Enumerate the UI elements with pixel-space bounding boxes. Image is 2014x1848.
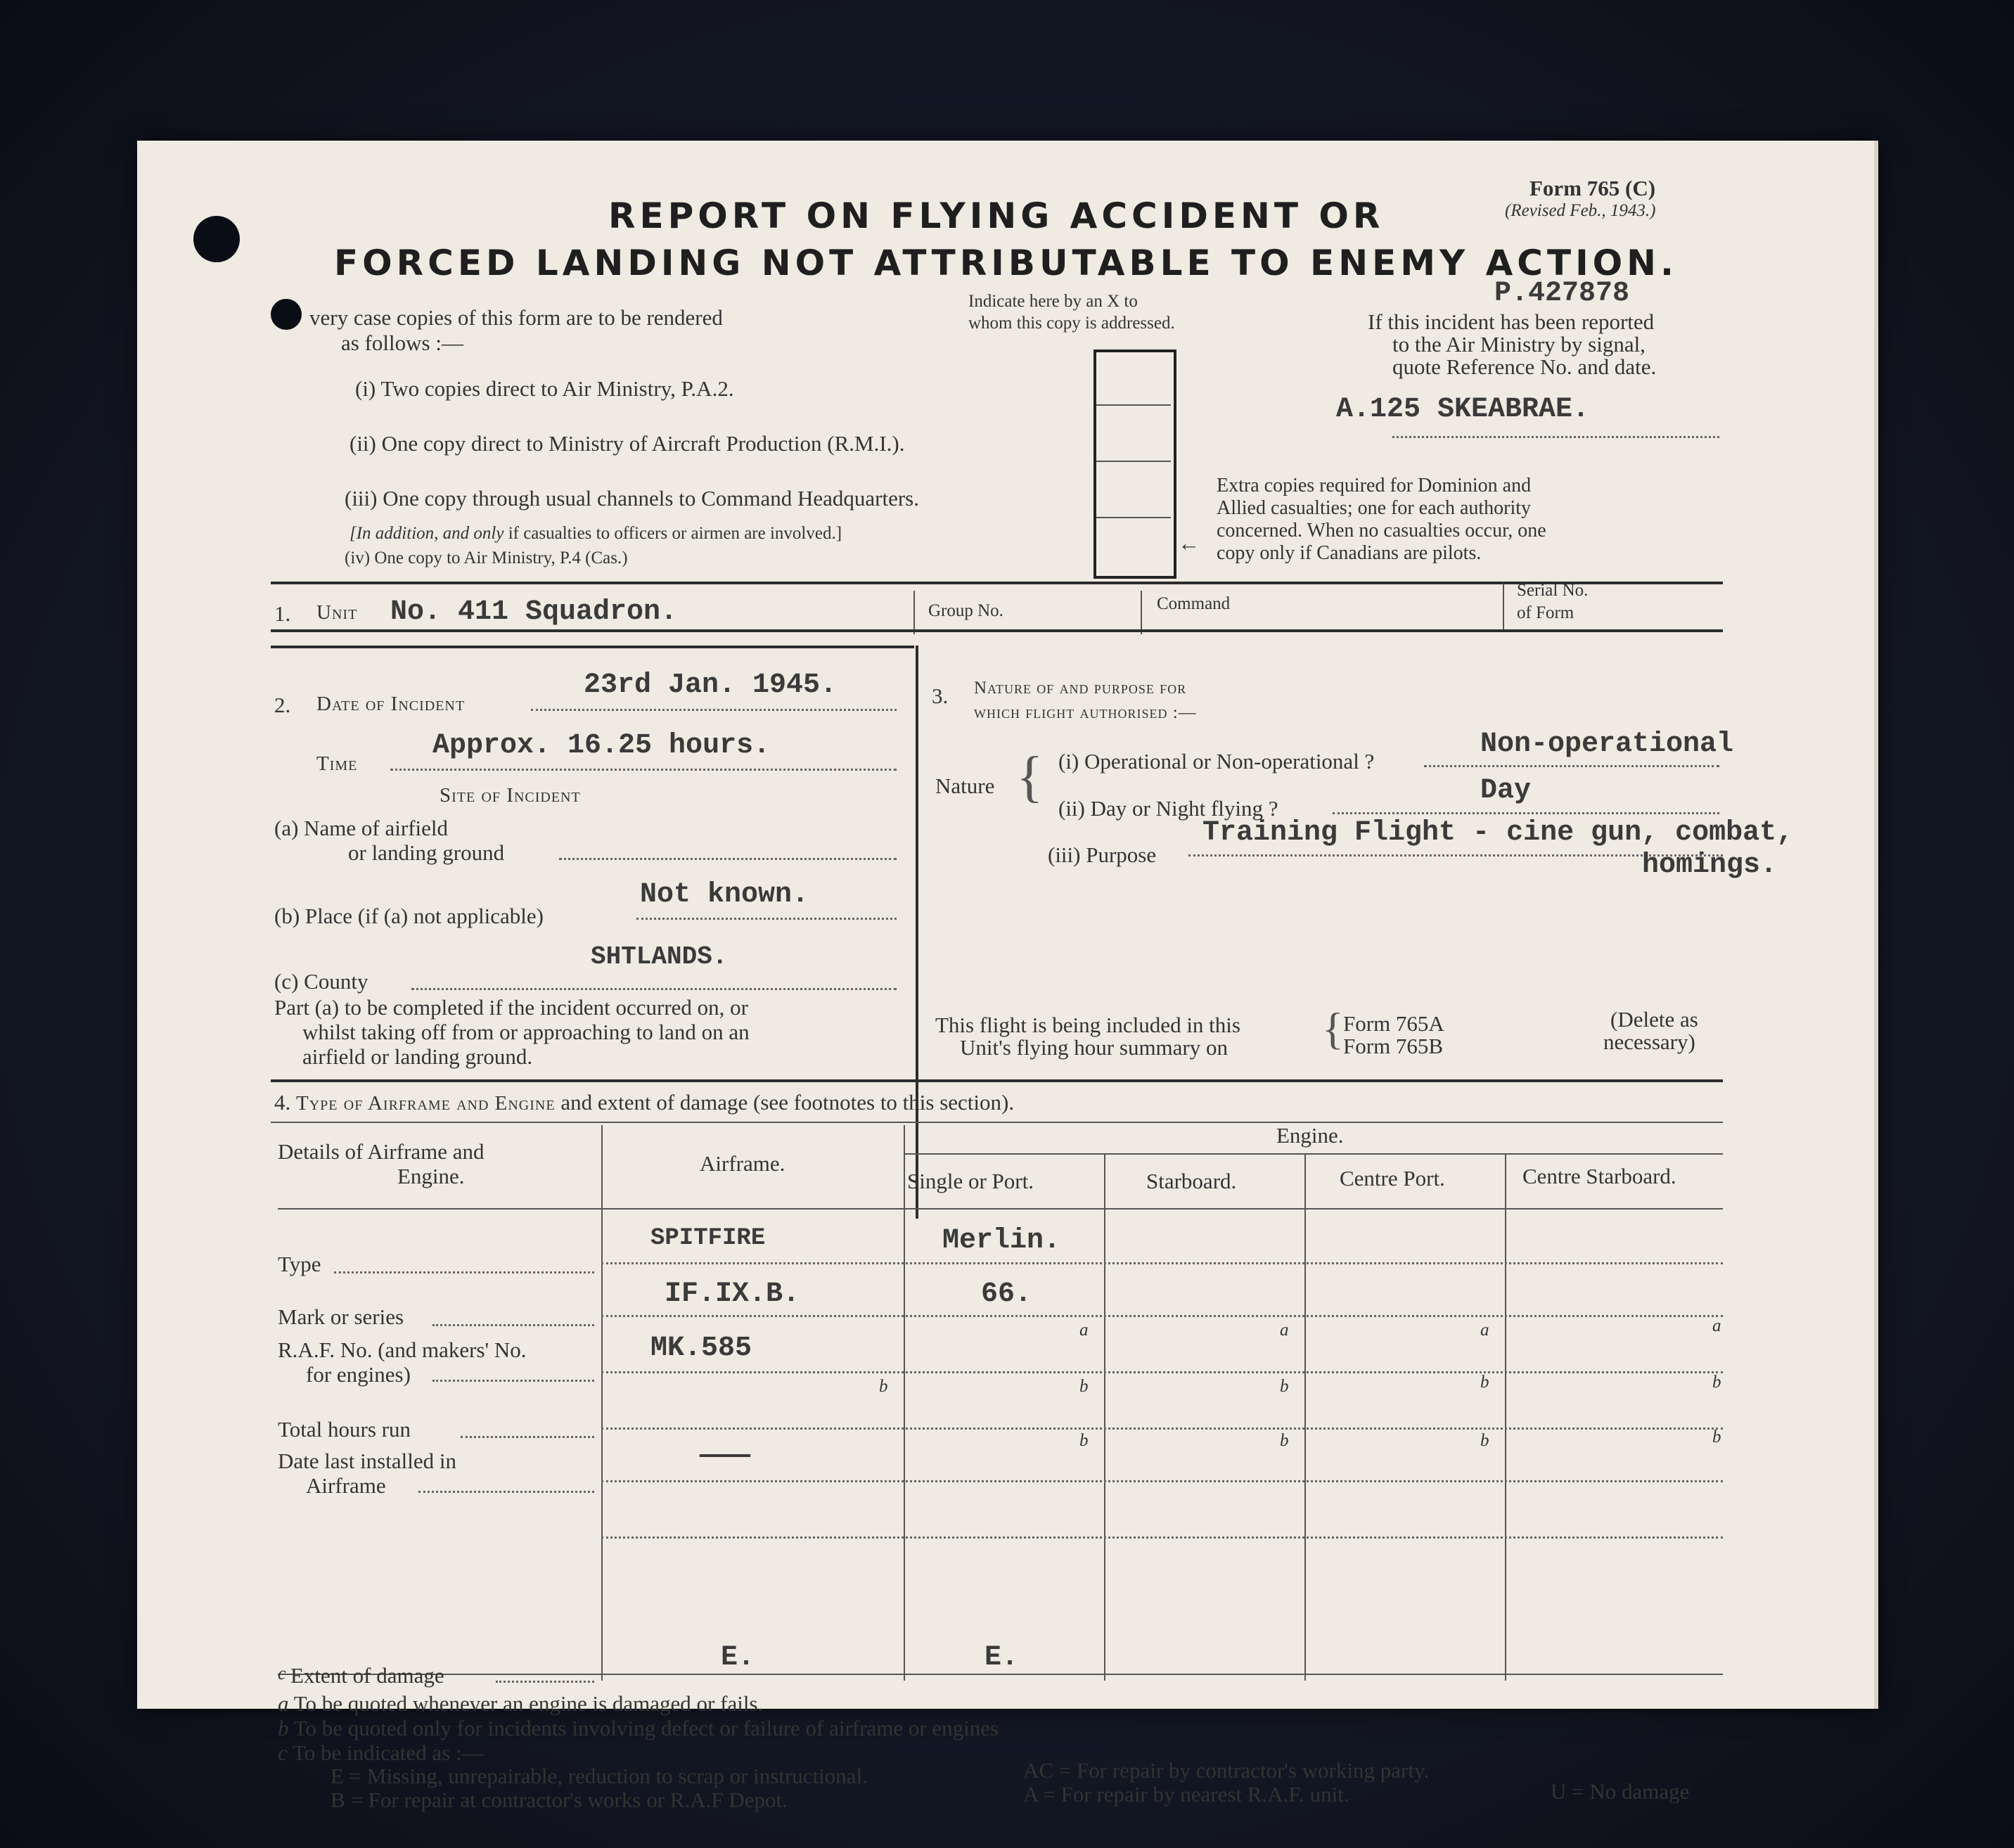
footnote-c-mark: c [278,1740,288,1765]
place-value: Not known. [640,879,809,911]
brace-icon: { [1016,746,1044,808]
delete-note-1: (Delete as [1610,1007,1698,1032]
col-centre-port: Centre Port. [1340,1166,1445,1191]
col-single: Single or Port. [907,1169,1034,1193]
indicate-note-2: whom this copy is addressed. [968,314,1175,333]
row-label-damage: Extent of damage [290,1663,444,1688]
footnote-a-def: A = For repair by nearest R.A.F. unit. [1023,1782,1349,1807]
torn-mark [271,299,302,330]
serial-label-1: Serial No. [1517,581,1589,600]
row-label-type: Type [278,1252,321,1276]
footnote-u: U = No damage [1551,1779,1690,1804]
signal-note-3: quote Reference No. and date. [1392,354,1657,379]
summary-form-a: Form 765A [1343,1011,1444,1036]
table-top-rule [271,1122,1723,1123]
distribution-item-ii: (ii) One copy direct to Ministry of Aircraft Production (R.M.I.). [349,431,905,456]
group-label: Group No. [928,601,1003,620]
addressee-boxes [1093,349,1176,579]
section-2-note-1: Part (a) to be completed if the incident occurred on, or [274,995,748,1020]
form-revised: (Revised Feb., 1943.) [1505,201,1656,220]
signal-note-1: If this incident has been reported [1368,309,1655,334]
table-bottom-rule [278,1674,1723,1675]
distribution-item-iii: (iii) One copy through usual channels to Command Headquarters. [345,486,919,511]
county-value: SHTLANDS. [591,942,728,971]
section-4-heading-rest: and extent of damage (see footnotes to this section). [560,1090,1015,1115]
reference-number: P.427878 [1494,278,1630,309]
date-line [531,709,897,711]
serial-label-2: of Form [1517,603,1574,622]
row-label-raf-1: R.A.F. No. (and makers' No. [278,1337,527,1362]
form-paper [137,141,1878,1812]
table-col-line-4 [1304,1153,1306,1681]
time-label: Time [316,752,358,775]
place-line [636,918,897,920]
form-number: Form 765 (C) [1529,176,1656,200]
section-4-top-rule [271,1079,1723,1082]
mark-a-centre-port: a [1480,1321,1489,1340]
section-2-note-3: airfield or landing ground. [302,1044,533,1069]
mark-a-starboard: a [1280,1321,1289,1340]
operational-line [1424,765,1719,767]
distribution-intro-1: very case copies of this form are to be rendered [309,305,723,330]
extra-note-1: Extra copies required for Dominion and [1217,475,1532,496]
section-2-number: 2. [274,693,291,717]
purpose-value-1: Training Flight - cine gun, combat, [1202,817,1794,849]
row-label-installed-2: Airframe [306,1473,386,1498]
section-1-top-rule [271,582,1723,584]
section-1-bottom-rule [271,629,1723,632]
date-label: Date of Incident [316,693,466,715]
row-label-mark: Mark or series [278,1304,404,1329]
day-night-line [1333,812,1719,814]
summary-note-2: Unit's flying hour summary on [960,1035,1229,1060]
mark-b-single: b [1079,1377,1089,1396]
engine-mark: 66. [981,1278,1032,1310]
place-label: (b) Place (if (a) not applicable) [274,904,544,928]
addition-note-italic: [In addition, and only [349,524,504,543]
footnote-a-mark: a [278,1691,289,1716]
punch-hole [193,216,240,262]
extra-note-4: copy only if Canadians are pilots. [1217,542,1482,564]
engine-type: Merlin. [942,1225,1061,1257]
row-label-damage-line [496,1681,594,1683]
row-label-type-line [334,1271,594,1273]
signal-reference-value: A.125 SKEABRAE. [1336,394,1590,425]
indicate-note-1: Indicate here by an X to [968,292,1138,311]
footnote-b-def: B = For repair at contractor's works or R.A.F Depot. [331,1788,788,1812]
delete-note-2: necessary) [1603,1029,1695,1054]
row-label-raf-line [432,1380,594,1382]
footnote-b [278,1716,999,1741]
command-label: Command [1157,594,1231,613]
table-col-line-5 [1505,1153,1506,1681]
date-value: 23rd Jan. 1945. [584,669,838,701]
section-4-number: 4. [274,1090,291,1115]
footnote-b-text: To be quoted only for incidents involving defect or failure of airframe or engines [293,1716,999,1740]
section-4-heading-sc: Type of Airframe and Engine [296,1092,556,1115]
row-label-installed-1: Date last installed in [278,1449,456,1473]
section-1-number: 1. [274,601,291,626]
section-1-divider-3 [1503,584,1504,631]
mark-b-starboard-2: b [1280,1431,1289,1450]
footnote-c-text: To be indicated as :— [292,1740,484,1765]
section-3-number: 3. [932,684,949,708]
extra-note-3: concerned. When no casualties occur, one [1217,520,1546,541]
box-divider-3 [1096,517,1171,518]
box-divider-1 [1096,404,1171,406]
signal-note-2: to the Air Ministry by signal, [1392,332,1646,357]
purpose-value-2: homings. [1642,849,1778,881]
table-header-bottom-rule [278,1208,1723,1209]
section-2-3-divider [916,646,918,1219]
site-heading: Site of Incident [440,784,581,807]
day-night-value: Day [1480,775,1532,807]
row-rule-2 [601,1315,1723,1317]
col-centre-starboard: Centre Starboard. [1522,1164,1676,1188]
col-airframe: Airframe. [700,1151,785,1176]
footnote-a [278,1691,763,1717]
mark-b-centre-port-2: b [1480,1431,1489,1450]
purpose-label: (iii) Purpose [1048,842,1157,867]
distribution-intro-2: as follows :— [341,331,463,355]
county-label: (c) County [274,969,368,994]
row-rule-6 [601,1536,1723,1539]
time-line [390,769,897,771]
section-1-divider-1 [913,591,915,634]
distribution-item-iv: (iv) One copy to Air Ministry, P.4 (Cas.) [345,548,628,567]
mark-b-centre-starboard-2: b [1712,1427,1721,1446]
summary-form-b: Form 765B [1343,1034,1444,1058]
row-rule-1 [601,1262,1723,1264]
mark-b-starboard: b [1280,1377,1289,1396]
summary-note-1: This flight is being included in this [935,1013,1240,1037]
operational-value: Non-operational [1480,729,1734,760]
footnote-ac: AC = For repair by contractor's working party. [1023,1758,1430,1783]
section-4-heading [274,1090,1014,1115]
mark-b-airframe: b [879,1377,888,1396]
row-label-mark-line [432,1324,594,1326]
addition-note-rest: if casualties to officers or airmen are involved.] [508,524,842,543]
col-details-2: Engine. [397,1164,465,1188]
mark-b-single-2: b [1079,1431,1089,1450]
airfield-line [559,858,897,860]
mark-a-centre-starboard: a [1712,1316,1721,1335]
distribution-item-i: (i) Two copies direct to Air Ministry, P.A.2. [355,376,734,401]
section-3-heading-2: which flight authorised :— [974,703,1197,722]
extra-note-2: Allied casualties; one for each authority [1217,497,1532,519]
footnote-e: E = Missing, unrepairable, reduction to scrap or instructional. [331,1764,868,1788]
row-label-hours: Total hours run [278,1417,411,1442]
row-rule-3 [601,1371,1723,1373]
mark-b-centre-starboard: b [1712,1373,1721,1392]
day-night-label: (ii) Day or Night flying ? [1058,796,1278,821]
unit-value: No. 411 Squadron. [390,596,678,628]
mark-a-single: a [1079,1321,1089,1340]
row-rule-5 [601,1480,1723,1482]
row-label-raf-2: for engines) [306,1362,411,1387]
title-line-1: REPORT ON FLYING ACCIDENT OR [608,195,1385,236]
footnote-a-text: To be quoted whenever an engine is damaged or fails. [293,1691,764,1716]
row-label-installed-line [418,1491,594,1493]
airframe-type: SPITFIRE [650,1225,766,1252]
mark-c: c [278,1663,286,1683]
section-2-note-2: whilst taking off from or approaching to land on an [302,1020,750,1044]
airfield-label-1: (a) Name of airfield [274,816,449,840]
footnote-c [278,1740,484,1766]
row-label-hours-line [461,1436,594,1438]
time-value: Approx. 16.25 hours. [432,730,771,762]
addition-note [349,524,842,544]
mark-b-centre-port: b [1480,1373,1489,1392]
nature-label: Nature [935,774,995,798]
col-details-1: Details of Airframe and [278,1139,485,1164]
section-1-divider-2 [1141,591,1142,634]
unit-label: Unit [316,601,358,624]
engine-header-rule [904,1153,1723,1155]
box-divider-2 [1096,461,1171,462]
col-starboard: Starboard. [1146,1169,1237,1193]
signal-value-line [1392,436,1719,438]
footnote-b-mark: b [278,1716,289,1740]
arrow-left-icon: ← [1178,531,1200,556]
operational-label: (i) Operational or Non-operational ? [1058,749,1375,774]
engine-damage: E. [984,1642,1019,1674]
airframe-raf-no: MK.585 [650,1333,752,1364]
airfield-label-2: or landing ground [348,840,505,865]
section-2-top-rule [271,646,914,648]
airframe-damage: E. [721,1642,755,1674]
row-rule-4 [601,1427,1723,1430]
table-col-line-3 [1104,1153,1105,1681]
title-line-2: FORCED LANDING NOT ATTRIBUTABLE TO ENEMY ACTION. [334,243,1679,283]
county-line [411,988,897,990]
airframe-installed: ——— [700,1440,751,1472]
col-engine: Engine. [1276,1123,1344,1148]
summary-brace-icon: { [1322,1003,1344,1053]
section-3-heading-1: Nature of and purpose for [974,679,1187,698]
airframe-mark: IF.IX.B. [665,1278,800,1310]
